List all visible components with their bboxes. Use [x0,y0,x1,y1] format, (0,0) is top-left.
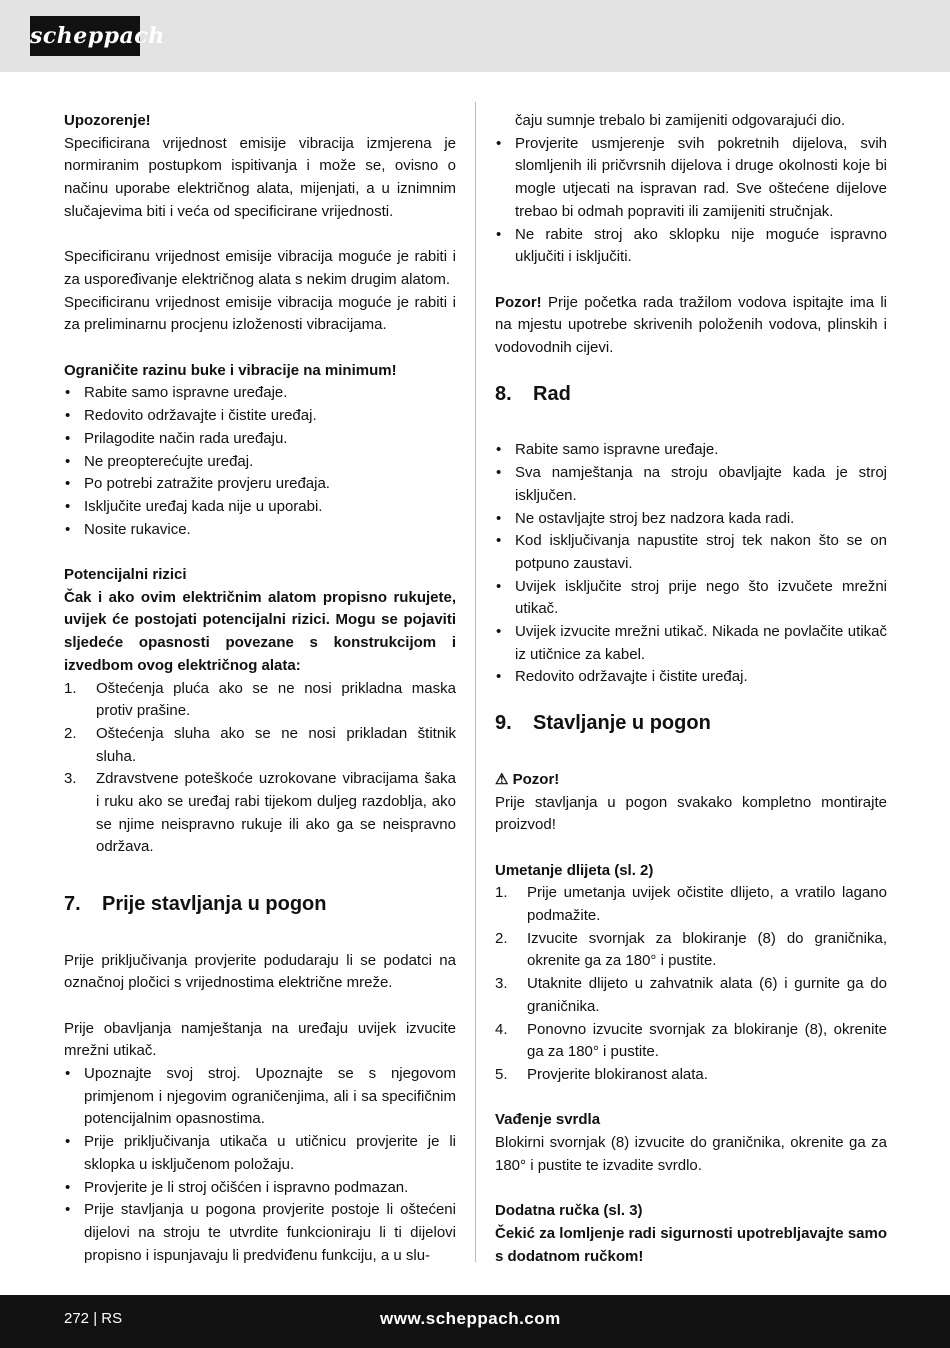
pozor-note [495,292,887,360]
page-number: 272 | RS [64,1310,123,1327]
section-heading-7 [64,882,456,927]
warning-title: Upozorenje! [64,112,151,129]
list-item: • Nosite rukavice. [64,519,456,542]
header-bar [0,0,950,72]
item-text: Ponovno izvucite svornjak za blokiranje (8), okrenite ga za 180° i pustite. [527,1020,887,1061]
section-number: 8. [495,382,512,405]
item-number: 3. [64,770,77,788]
handle-title: Dodatna ručka (sl. 3) [495,1202,643,1220]
list-item: • Isključite uređaj kada nije u uporabi. [64,496,456,519]
item-text: Provjerite blokiranost alata. [527,1065,708,1083]
warning-heading [495,769,887,792]
list-item: • Prije stavljanja u pogona provjerite postoje li oštećeni dijelovi na stroju te utvrdite funkcioniraju li ti dijelovi propisno i ispunjavaju li predviđenu funkciju, a u slu- [64,1199,456,1267]
section-title: Rad [533,382,571,405]
list-item: • Uvijek izvucite mrežni utikač. Nikada ne povlačite utikač iz utičnice za kabel. [495,621,887,666]
risk-intro: Čak i ako ovim električnim alatom propisno rukujete, uvijek će postojati potencijalni rizici. Mogu se pojaviti sljedeće opasnosti povezane s konstrukcijom i izvedbom ovog električnog alata: [64,588,456,674]
insert-list [495,882,887,1086]
list-item: • Provjerite je li stroj očišćen i ispravno podmazan. [64,1177,456,1200]
list-item: • Rabite samo ispravne uređaje. [64,382,456,405]
handle-text: Čekić za lomljenje radi sigurnosti upotrebljavajte samo s dodatnom ručkom! [495,1224,887,1265]
pozor-text: Prije početka rada tražilom vodova ispitajte ima li na mjestu upotrebe skrivenih položenih vodova, plinskih i vodovodnih cijevi. [495,293,888,357]
warning-triangle-icon: ⚠ [495,770,509,788]
list-item: • Ne ostavljajte stroj bez nadzora kada radi. [495,508,887,531]
list-item [495,928,887,973]
list-item [495,1019,887,1064]
item-number: 1. [64,679,77,697]
section-title: Prije stavljanja u pogon [102,892,327,915]
brand-logo: scheppach [30,16,140,56]
left-column [64,110,456,1267]
pozor-label: Pozor! [495,293,542,311]
list-item [495,882,887,927]
item-number: 2. [64,724,77,742]
item-number: 5. [495,1065,508,1083]
warning-text: Prije stavljanja u pogon svakako kompletno montirajte proizvod! [495,793,887,834]
list-item: • Po potrebi zatražite provjeru uređaja. [64,473,456,496]
item-text: Oštećenja sluha ako se ne nosi prikladan štitnik sluha. [96,724,456,765]
paragraph: Specificiranu vrijednost emisije vibracija moguće je rabiti i za uspoređivanje električnog alata s nekim drugim alatom. [64,248,456,288]
continued-list [495,133,887,269]
risk-title: Potencijalni rizici [64,566,187,584]
warning-label: Pozor! [512,770,560,788]
footer-bar [0,1295,950,1348]
section-heading-9 [495,701,887,746]
remove-title: Vađenje svrdla [495,1111,601,1129]
sec7-list [64,1063,456,1267]
list-item: • Redovito održavajte i čistite uređaj. [495,666,887,689]
section-number: 7. [64,892,81,915]
column-divider [475,102,476,1262]
list-item: • Upoznajte svoj stroj. Upoznajte se s njegovom primjenom i njegovim ograničenjima, ali i sa specifičnim potencijalnim opasnostima. [64,1063,456,1131]
item-text: Izvucite svornjak za blokiranje (8) do graničnika, okrenite ga za 180° i pustite. [527,929,887,970]
item-number: 2. [495,929,508,947]
section-heading-8 [495,372,887,417]
item-text: Oštećenja pluća ako se ne nosi prikladna maska protiv prašine. [96,679,456,720]
section-title: Stavljanje u pogon [533,712,711,735]
website-link[interactable]: www.scheppach.com [380,1309,561,1328]
list-item: • Prilagodite način rada uređaju. [64,428,456,451]
sec8-list [495,439,887,689]
paragraph: Specificiranu vrijednost emisije vibracija moguće je rabiti i za preliminarnu procjenu izloženosti vibracijama. [64,293,456,334]
list-item: • Rabite samo ispravne uređaje. [495,439,887,462]
list-item: • Sva namještanja na stroju obavljajte kada je stroj isključen. [495,462,887,507]
continued-text: čaju sumnje trebalo bi zamijeniti odgovarajući dio. [515,112,846,129]
list-item [495,1064,887,1087]
item-number: 3. [495,975,508,993]
item-number: 1. [495,884,508,902]
item-number: 4. [495,1020,508,1038]
paragraph: Prije obavljanja namještanja na uređaju uvijek izvucite mrežni utikač. [64,1019,456,1060]
list-item: • Ne preopterećujte uređaj. [64,451,456,474]
section-number: 9. [495,712,512,735]
paragraph: Prije priključivanja provjerite podudaraju li se podatci na označnoj pločici s vrijednostima električne mreže. [64,951,456,992]
remove-text: Blokirni svornjak (8) izvucite do graničnika, okrenite ga za 180° i pustite te izvadite svrdlo. [495,1134,887,1174]
list-item: • Prije priključivanja utikača u utičnicu provjerite je li sklopka u isključenom položaju. [64,1131,456,1176]
right-column [495,110,887,1268]
warning-text: Specificirana vrijednost emisije vibracija izmjerena je normiranim postupkom ispitivanja i može se, ovisno o načinu uporabe električnog alata, mijenjati, a u iznimnim slučajevima biti i veća od specificirane vrijednosti. [64,134,456,220]
list-item [495,973,887,1018]
item-text: Utaknite dlijeto u zahvatnik alata (6) i gurnite ga do graničnika. [527,975,887,1015]
insert-title: Umetanje dlijeta (sl. 2) [495,861,654,879]
list-item: • Ne rabite stroj ako sklopku nije moguće ispravno uključiti i isključiti. [495,224,887,269]
list-item: • Provjerite usmjerenje svih pokretnih dijelova, svih slomljenih ili pričvrsnih dijelova i druge okolnosti koje bi mogle utjecati na ispravan rad. Sve oštećene dijelove trebao bi odmah popraviti ili zamijeniti stručnjak. [495,133,887,224]
list-item: • Kod isključivanja napustite stroj tek nakon što se on potpuno zaustavi. [495,530,887,575]
list-item [64,768,456,859]
noise-title: Ograničite razinu buke i vibracije na minimum! [64,361,397,379]
list-item [64,678,456,723]
list-item: • Redovito održavajte i čistite uređaj. [64,405,456,428]
noise-list [64,382,456,541]
risk-list [64,678,456,860]
list-item: • Uvijek isključite stroj prije nego što izvučete mrežni utikač. [495,576,887,621]
item-text: Prije umetanja uvijek očistite dlijeto, a vratilo lagano podmažite. [527,884,887,925]
item-text: Zdravstvene poteškoće uzrokovane vibracijama šaka i ruku ako se uređaj rabi tijekom duljeg razdoblja, ako se njime neispravno rukuje ili ako ga se neispravno održava. [96,770,456,856]
list-item [64,723,456,768]
